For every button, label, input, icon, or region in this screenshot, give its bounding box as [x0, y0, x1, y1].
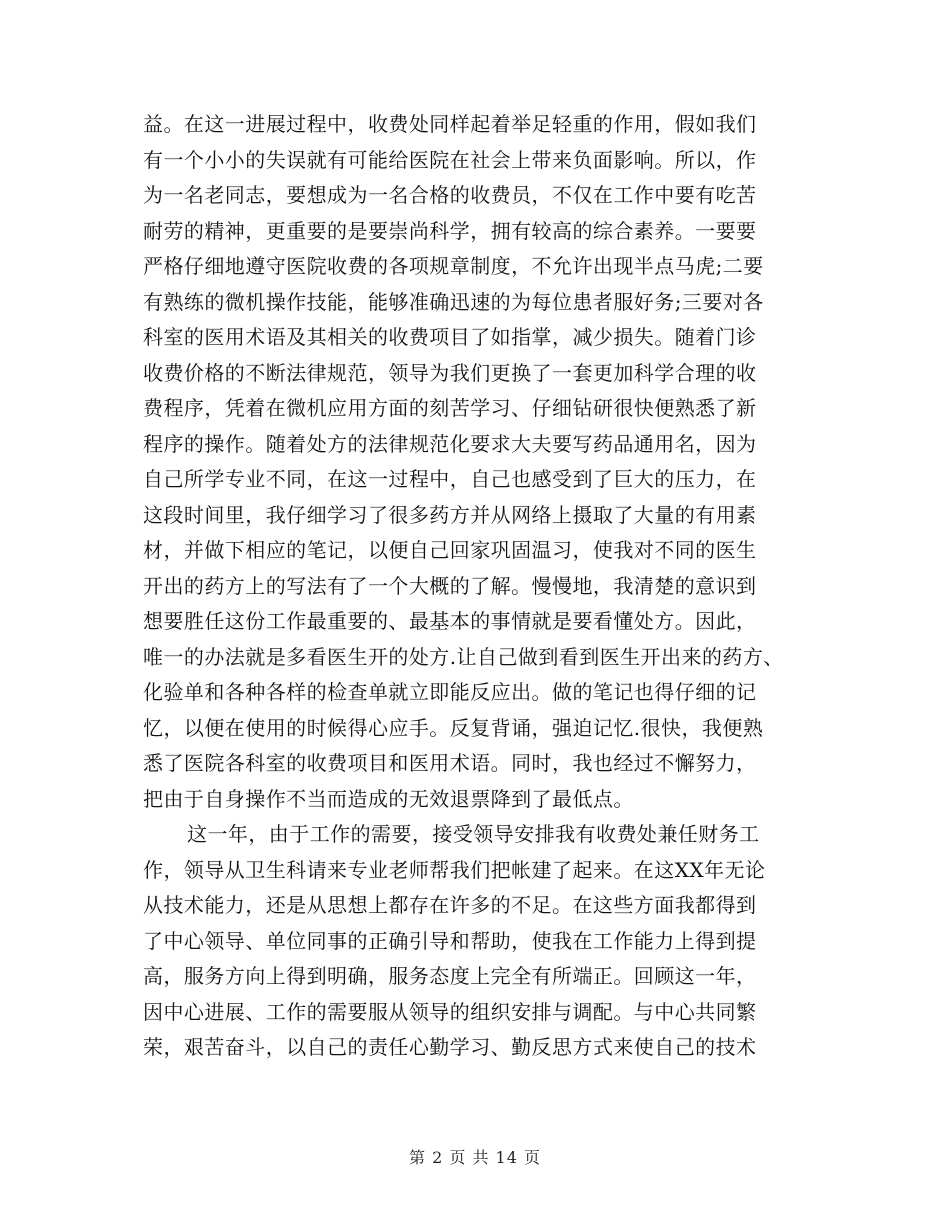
body-text — [143, 107, 823, 1066]
text-line: 开出的药方上的写法有了一个大概的了解。慢慢地，我清楚的意识到 — [143, 573, 757, 598]
text-line: 有熟练的微机操作技能，能够准确迅速的为每位患者服好务;三要对各 — [143, 289, 764, 314]
text-line: 有一个小小的失误就有可能给医院在社会上带来负面影响。所以，作 — [143, 147, 757, 172]
paragraph-start-line: 这一年，由于工作的需要，接受领导安排我有收费处兼任财务工 — [187, 822, 760, 846]
text-line: 从技术能力，还是从思想上都存在许多的不足。在这些方面我都得到 — [143, 893, 757, 917]
text-line: 悉了医院各科室的收费项目和医用术语。同时，我也经过不懈努力， — [143, 751, 757, 775]
text-line: 材，并做下相应的笔记，以便自己回家巩固温习，使我对不同的医生 — [143, 538, 757, 562]
text-line: 荣，艰苦奋斗，以自己的责任心勤学习、勤反思方式来使自己的技术 — [143, 1035, 757, 1059]
page-number-footer: 第 2 页 共 14 页 — [409, 1148, 541, 1167]
text-line: 收费价格的不断法律规范，领导为我们更换了一套更加科学合理的收 — [143, 360, 757, 385]
text-line: 费程序，凭着在微机应用方面的刻苦学习、仔细钻研很快便熟悉了新 — [143, 396, 757, 420]
text-line: 为一名老同志，要想成为一名合格的收费员，不仅在工作中要有吃苦 — [143, 183, 757, 207]
text-line: 化验单和各种各样的检查单就立即能反应出。做的笔记也得仔细的记 — [143, 680, 757, 704]
text-line: 程序的操作。随着处方的法律规范化要求大夫要写药品通用名，因为 — [143, 431, 757, 456]
text-line: 忆，以便在使用的时候得心应手。反复背诵，强迫记忆.很快，我便熟 — [143, 715, 764, 740]
text-line: 想要胜任这份工作最重要的、最基本的事情就是要看懂处方。因此， — [143, 609, 757, 633]
text-line: 严格仔细地遵守医院收费的各项规章制度，不允许出现半点马虎;二要 — [143, 254, 764, 278]
text-line: 自己所学专业不同，在这一过程中，自己也感受到了巨大的压力，在 — [143, 467, 757, 491]
text-line: 科室的医用术语及其相关的收费项目了如指掌，减少损失。随着门诊 — [143, 325, 757, 349]
text-line: 耐劳的精神，更重要的是要崇尚科学，拥有较高的综合素养。一要要 — [143, 218, 757, 243]
text-line: 因中心进展、工作的需要服从领导的组织安排与调配。与中心共同繁 — [143, 999, 757, 1024]
text-line: 唯一的办法就是多看医生开的处方.让自己做到看到医生开出来的药方、 — [143, 644, 784, 669]
text-line: 益。在这一进展过程中，收费处同样起着举足轻重的作用，假如我们 — [143, 112, 757, 136]
text-line: 作，领导从卫生科请来专业老师帮我们把帐建了起来。在这XX年无论 — [143, 857, 766, 882]
text-line: 这段时间里，我仔细学习了很多药方并从网络上摄取了大量的有用素 — [143, 502, 757, 527]
text-line: 高，服务方向上得到明确，服务态度上完全有所端正。回顾这一年， — [143, 964, 757, 988]
text-line: 了中心领导、单位同事的正确引导和帮助，使我在工作能力上得到提 — [143, 928, 757, 953]
text-line: 把由于自身操作不当而造成的无效退票降到了最低点。 — [143, 786, 634, 811]
